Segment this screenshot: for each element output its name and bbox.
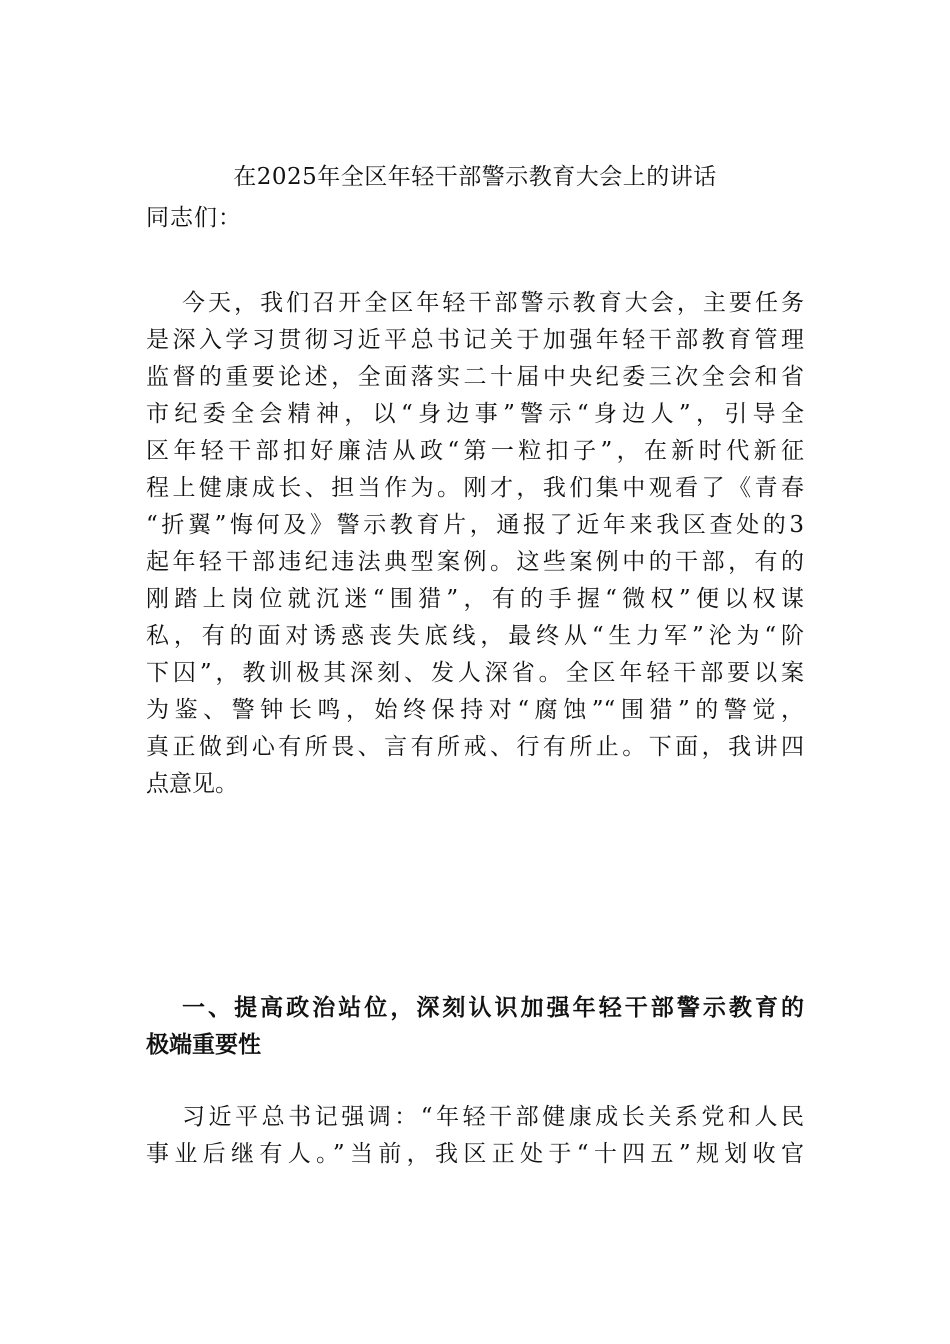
text-line: 习近平总书记强调：“年轻干部健康成长关系党和人民 bbox=[182, 1104, 804, 1130]
text-line: 是深入学习贯彻习近平总书记关于加强年轻干部教育管理 bbox=[146, 327, 804, 353]
text-line: 刚踏上岗位就沉迷“围猎”，有的手握“微权”便以权谋 bbox=[146, 586, 804, 612]
text-line: 点意见。 bbox=[146, 771, 238, 797]
text-line: 为鉴、警钟长鸣，始终保持对“腐蚀”“围猎”的警觉， bbox=[146, 697, 804, 723]
heading-line: 极端重要性 bbox=[146, 1032, 261, 1058]
text-line: 监督的重要论述，全面落实二十届中央纪委三次全会和省 bbox=[146, 364, 804, 390]
text-line: 区年轻干部扣好廉洁从政“第一粒扣子”，在新时代新征 bbox=[146, 438, 804, 464]
document-title: 在2025年全区年轻干部警示教育大会上的讲话 bbox=[233, 164, 717, 190]
text-line: 今天，我们召开全区年轻干部警示教育大会，主要任务 bbox=[182, 290, 804, 316]
paragraph-section-1 bbox=[146, 1099, 804, 1173]
text-line: 程上健康成长、担当作为。刚才，我们集中观看了《青春 bbox=[146, 475, 804, 501]
heading-line: 一、提高政治站位，深刻认识加强年轻干部警示教育的 bbox=[182, 995, 804, 1021]
section-heading-1 bbox=[146, 990, 804, 1064]
text-line: 下囚”，教训极其深刻、发人深省。全区年轻干部要以案 bbox=[146, 660, 804, 686]
text-line: 事业后继有人。”当前，我区正处于“十四五”规划收官 bbox=[146, 1141, 804, 1167]
text-line: 市纪委全会精神，以“身边事”警示“身边人”，引导全 bbox=[146, 401, 804, 427]
paragraph-intro bbox=[146, 285, 804, 803]
text-line: 起年轻干部违纪违法典型案例。这些案例中的干部，有的 bbox=[146, 549, 804, 575]
text-line: “折翼”悔何及》警示教育片，通报了近年来我区查处的3 bbox=[146, 512, 804, 538]
salutation: 同志们： bbox=[146, 205, 242, 231]
text-line: 真正做到心有所畏、言有所戒、行有所止。下面，我讲四 bbox=[146, 734, 804, 760]
text-line: 私，有的面对诱惑丧失底线，最终从“生力军”沦为“阶 bbox=[146, 623, 804, 649]
